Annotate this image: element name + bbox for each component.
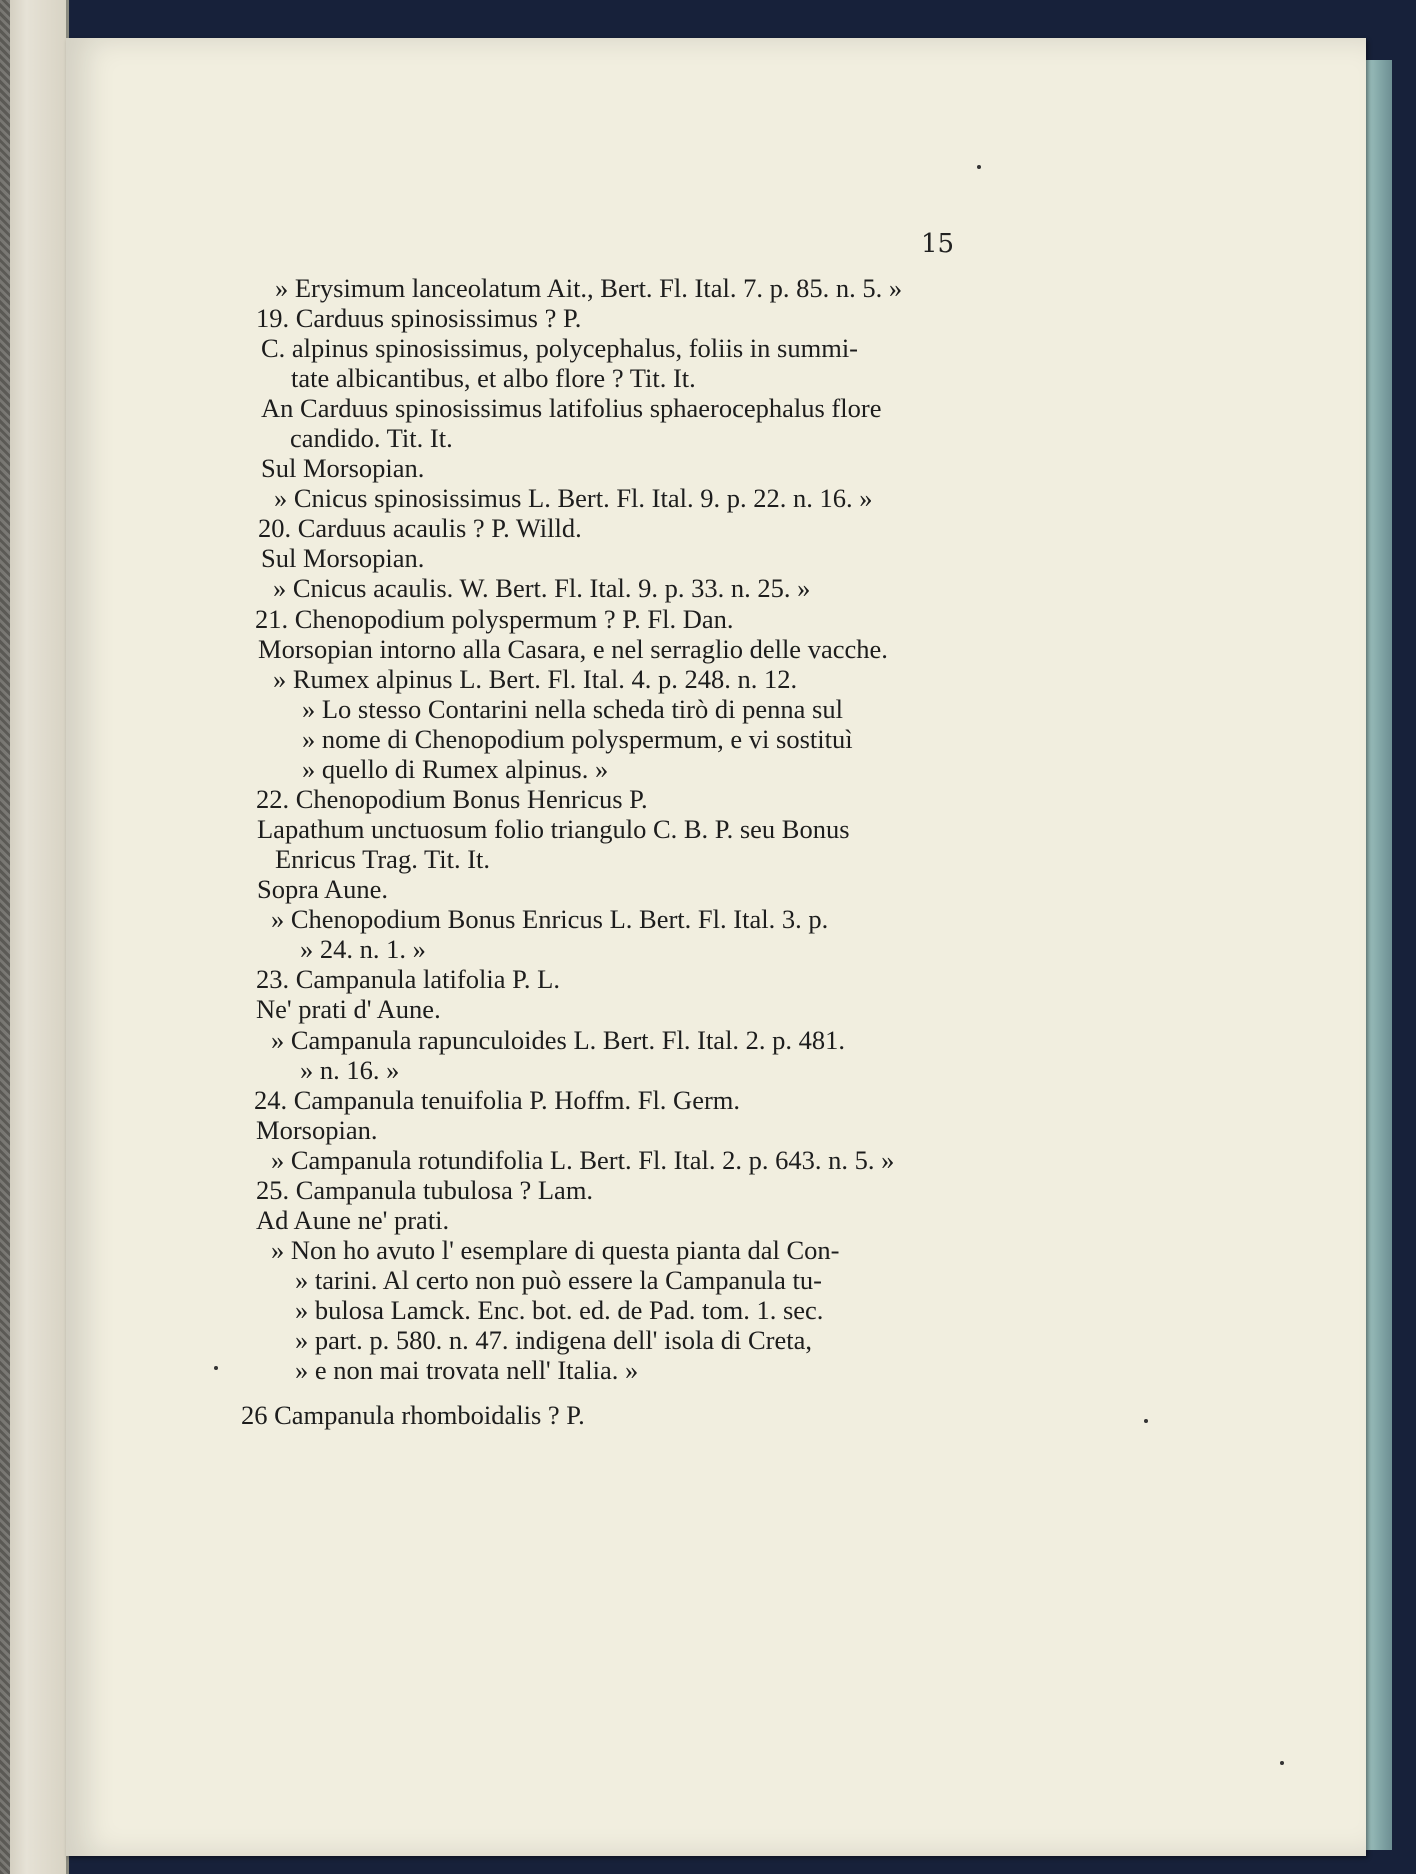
- foxing-spot: [1144, 1419, 1148, 1423]
- foxing-spot: [214, 1366, 218, 1370]
- text-line: » e non mai trovata nell' Italia. »: [295, 1355, 639, 1385]
- text-line: 23. Campanula latifolia P. L.: [256, 964, 560, 994]
- text-line: Sul Morsopian.: [261, 453, 425, 483]
- text-line: 24. Campanula tenuifolia P. Hoffm. Fl. Germ.: [254, 1085, 741, 1115]
- text-line: 20. Carduus acaulis ? P. Willd.: [258, 513, 582, 543]
- text-line: Enricus Trag. Tit. It.: [275, 844, 491, 874]
- text-line: » Rumex alpinus L. Bert. Fl. Ital. 4. p. 248. n. 12.: [273, 664, 798, 694]
- text-line: » Cnicus acaulis. W. Bert. Fl. Ital. 9. p. 33. n. 25. »: [273, 573, 811, 603]
- text-line: 22. Chenopodium Bonus Henricus P.: [256, 784, 648, 814]
- text-line: Morsopian.: [256, 1115, 378, 1145]
- foxing-spot: [977, 165, 981, 169]
- text-line: » Campanula rotundifolia L. Bert. Fl. Ital. 2. p. 643. n. 5. »: [271, 1145, 895, 1175]
- text-line: 19. Carduus spinosissimus ? P.: [256, 303, 582, 333]
- page-number: 15: [921, 229, 955, 259]
- text-line: » part. p. 580. n. 47. indigena dell' isola di Creta,: [295, 1325, 813, 1355]
- text-line: » Erysimum lanceolatum Ait., Bert. Fl. Ital. 7. p. 85. n. 5. »: [275, 273, 903, 303]
- text-line: » bulosa Lamck. Enc. bot. ed. de Pad. tom. 1. sec.: [295, 1295, 824, 1325]
- text-line: 26 Campanula rhomboidalis ? P.: [241, 1400, 585, 1430]
- text-line: » Cnicus spinosissimus L. Bert. Fl. Ital. 9. p. 22. n. 16. »: [274, 483, 873, 513]
- text-line: tate albicantibus, et albo flore ? Tit. It.: [291, 363, 696, 393]
- text-line: » tarini. Al certo non può essere la Campanula tu-: [295, 1265, 822, 1295]
- text-line: Ad Aune ne' prati.: [256, 1205, 450, 1235]
- text-line: » Chenopodium Bonus Enricus L. Bert. Fl. Ital. 3. p.: [271, 904, 829, 934]
- text-line: 25. Campanula tubulosa ? Lam.: [256, 1175, 594, 1205]
- text-line: 21. Chenopodium polyspermum ? P. Fl. Dan.: [255, 604, 734, 634]
- text-line: » n. 16. »: [300, 1055, 400, 1085]
- text-line: » 24. n. 1. »: [300, 934, 426, 964]
- text-line: Lapathum unctuosum folio triangulo C. B. P. seu Bonus: [257, 814, 850, 844]
- text-line: » quello di Rumex alpinus. »: [302, 754, 609, 784]
- text-line: Sul Morsopian.: [261, 543, 425, 573]
- foxing-spot: [1280, 1761, 1284, 1765]
- text-line: Sopra Aune.: [257, 874, 389, 904]
- text-line: Ne' prati d' Aune.: [256, 994, 441, 1024]
- text-line: » Non ho avuto l' esemplare di questa pianta dal Con-: [271, 1235, 840, 1265]
- text-line: » Lo stesso Contarini nella scheda tirò di penna sul: [302, 694, 843, 724]
- text-line: » nome di Chenopodium polyspermum, e vi sostituì: [302, 724, 853, 754]
- text-line: Morsopian intorno alla Casara, e nel serraglio delle vacche.: [258, 634, 888, 664]
- text-line: C. alpinus spinosissimus, polycephalus, foliis in summi-: [261, 333, 859, 363]
- text-line: » Campanula rapunculoides L. Bert. Fl. Ital. 2. p. 481.: [271, 1025, 846, 1055]
- text-line: An Carduus spinosissimus latifolius sphaerocephalus flore: [261, 393, 882, 423]
- text-line: candido. Tit. It.: [290, 423, 453, 453]
